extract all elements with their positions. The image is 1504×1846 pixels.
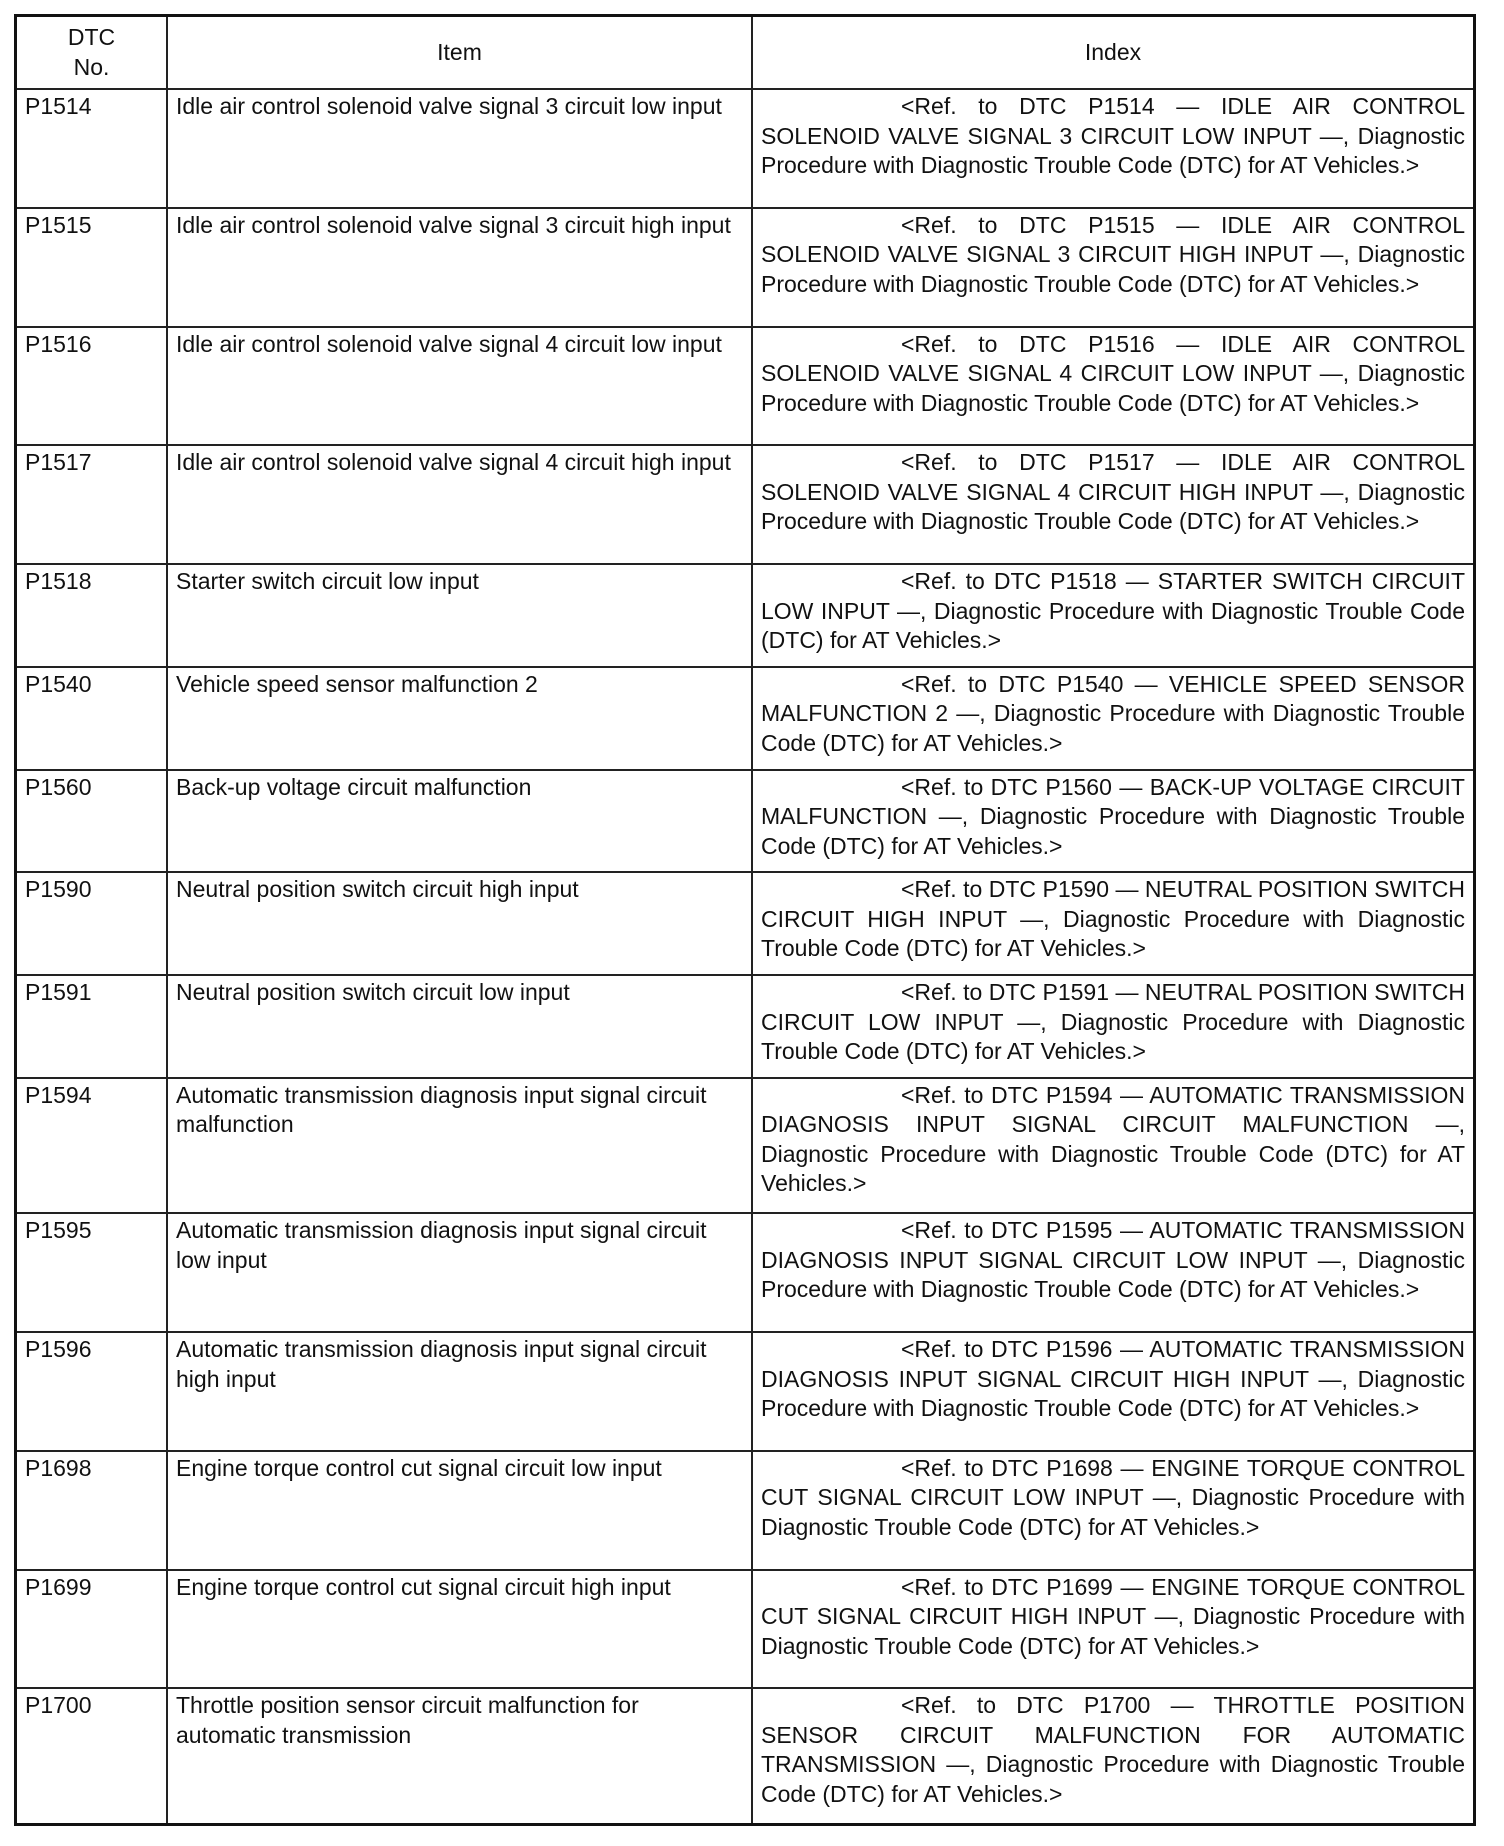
table-row [17,975,1473,1078]
table-row [17,1451,1473,1570]
table-row [17,872,1473,975]
item-description-cell: Idle air control solenoid valve signal 4 circuit low input [167,327,752,446]
dtc-code-cell: P1591 [17,975,167,1078]
dtc-code-cell: P1514 [17,89,167,208]
table-header-row [17,17,1473,89]
table-row [17,1332,1473,1451]
index-reference-link[interactable]: <Ref. to DTC P1517 — IDLE AIR CONTROL SOLENOID VALVE SIGNAL 4 CIRCUIT HIGH INPUT —, Diagnostic Procedure with Diagnostic Trouble Code (DTC) for AT Vehicles.> [752,445,1473,564]
table-row [17,564,1473,667]
dtc-code-cell: P1699 [17,1570,167,1689]
table-row [17,770,1473,873]
index-reference-link[interactable]: <Ref. to DTC P1591 — NEUTRAL POSITION SWITCH CIRCUIT LOW INPUT —, Diagnostic Procedure with Diagnostic Trouble Code (DTC) for AT Vehicles.> [752,975,1473,1078]
index-reference-link[interactable]: <Ref. to DTC P1540 — VEHICLE SPEED SENSOR MALFUNCTION 2 —, Diagnostic Procedure with Diagnostic Trouble Code (DTC) for AT Vehicles.> [752,667,1473,770]
dtc-table-container [14,14,1476,1826]
table-row [17,1570,1473,1689]
header-index: Index [752,17,1473,89]
item-description-cell: Automatic transmission diagnosis input signal circuit malfunction [167,1078,752,1213]
item-description-cell: Idle air control solenoid valve signal 3 circuit high input [167,208,752,327]
index-reference-link[interactable]: <Ref. to DTC P1595 — AUTOMATIC TRANSMISSION DIAGNOSIS INPUT SIGNAL CIRCUIT LOW INPUT —, Diagnostic Procedure with Diagnostic Trouble Code (DTC) for AT Vehicles.> [752,1213,1473,1332]
table-row [17,1213,1473,1332]
index-reference-link[interactable]: <Ref. to DTC P1518 — STARTER SWITCH CIRCUIT LOW INPUT —, Diagnostic Procedure with Diagnostic Trouble Code (DTC) for AT Vehicles.> [752,564,1473,667]
dtc-code-cell: P1698 [17,1451,167,1570]
header-dtc-no: DTC No. [17,17,167,89]
dtc-code-cell: P1518 [17,564,167,667]
dtc-code-cell: P1517 [17,445,167,564]
dtc-code-cell: P1595 [17,1213,167,1332]
table-row [17,1078,1473,1213]
dtc-code-cell: P1590 [17,872,167,975]
dtc-code-cell: P1515 [17,208,167,327]
index-reference-link[interactable]: <Ref. to DTC P1560 — BACK-UP VOLTAGE CIRCUIT MALFUNCTION —, Diagnostic Procedure with Diagnostic Trouble Code (DTC) for AT Vehicles.> [752,770,1473,873]
table-row [17,208,1473,327]
index-reference-link[interactable]: <Ref. to DTC P1699 — ENGINE TORQUE CONTROL CUT SIGNAL CIRCUIT HIGH INPUT —, Diagnostic Procedure with Diagnostic Trouble Code (DTC) for AT Vehicles.> [752,1570,1473,1689]
table-row [17,89,1473,208]
item-description-cell: Engine torque control cut signal circuit low input [167,1451,752,1570]
item-description-cell: Engine torque control cut signal circuit high input [167,1570,752,1689]
index-reference-link[interactable]: <Ref. to DTC P1516 — IDLE AIR CONTROL SOLENOID VALVE SIGNAL 4 CIRCUIT LOW INPUT —, Diagnostic Procedure with Diagnostic Trouble Code (DTC) for AT Vehicles.> [752,327,1473,446]
header-item: Item [167,17,752,89]
table-row [17,667,1473,770]
item-description-cell: Automatic transmission diagnosis input signal circuit low input [167,1213,752,1332]
item-description-cell: Back-up voltage circuit malfunction [167,770,752,873]
item-description-cell: Idle air control solenoid valve signal 3 circuit low input [167,89,752,208]
index-reference-link[interactable]: <Ref. to DTC P1700 — THROTTLE POSITION SENSOR CIRCUIT MALFUNCTION FOR AUTOMATIC TRANSMISSION —, Diagnostic Procedure with Diagnostic Trouble Code (DTC) for AT Vehicles.> [752,1688,1473,1823]
table-row [17,1688,1473,1823]
item-description-cell: Automatic transmission diagnosis input signal circuit high input [167,1332,752,1451]
index-reference-link[interactable]: <Ref. to DTC P1515 — IDLE AIR CONTROL SOLENOID VALVE SIGNAL 3 CIRCUIT HIGH INPUT —, Diagnostic Procedure with Diagnostic Trouble Code (DTC) for AT Vehicles.> [752,208,1473,327]
item-description-cell: Vehicle speed sensor malfunction 2 [167,667,752,770]
dtc-code-cell: P1700 [17,1688,167,1823]
dtc-code-cell: P1516 [17,327,167,446]
dtc-code-cell: P1560 [17,770,167,873]
table-body [17,89,1473,1823]
dtc-table [17,17,1473,1823]
index-reference-link[interactable]: <Ref. to DTC P1596 — AUTOMATIC TRANSMISSION DIAGNOSIS INPUT SIGNAL CIRCUIT HIGH INPUT —, Diagnostic Procedure with Diagnostic Trouble Code (DTC) for AT Vehicles.> [752,1332,1473,1451]
index-reference-link[interactable]: <Ref. to DTC P1698 — ENGINE TORQUE CONTROL CUT SIGNAL CIRCUIT LOW INPUT —, Diagnostic Procedure with Diagnostic Trouble Code (DTC) for AT Vehicles.> [752,1451,1473,1570]
dtc-code-cell: P1540 [17,667,167,770]
dtc-code-cell: P1594 [17,1078,167,1213]
table-row [17,445,1473,564]
dtc-code-cell: P1596 [17,1332,167,1451]
table-row [17,327,1473,446]
item-description-cell: Neutral position switch circuit low input [167,975,752,1078]
index-reference-link[interactable]: <Ref. to DTC P1514 — IDLE AIR CONTROL SOLENOID VALVE SIGNAL 3 CIRCUIT LOW INPUT —, Diagnostic Procedure with Diagnostic Trouble Code (DTC) for AT Vehicles.> [752,89,1473,208]
index-reference-link[interactable]: <Ref. to DTC P1590 — NEUTRAL POSITION SWITCH CIRCUIT HIGH INPUT —, Diagnostic Procedure with Diagnostic Trouble Code (DTC) for AT Vehicles.> [752,872,1473,975]
item-description-cell: Throttle position sensor circuit malfunction for automatic transmission [167,1688,752,1823]
item-description-cell: Neutral position switch circuit high input [167,872,752,975]
item-description-cell: Idle air control solenoid valve signal 4 circuit high input [167,445,752,564]
item-description-cell: Starter switch circuit low input [167,564,752,667]
index-reference-link[interactable]: <Ref. to DTC P1594 — AUTOMATIC TRANSMISSION DIAGNOSIS INPUT SIGNAL CIRCUIT MALFUNCTION —, Diagnostic Procedure with Diagnostic Trouble Code (DTC) for AT Vehicles.> [752,1078,1473,1213]
